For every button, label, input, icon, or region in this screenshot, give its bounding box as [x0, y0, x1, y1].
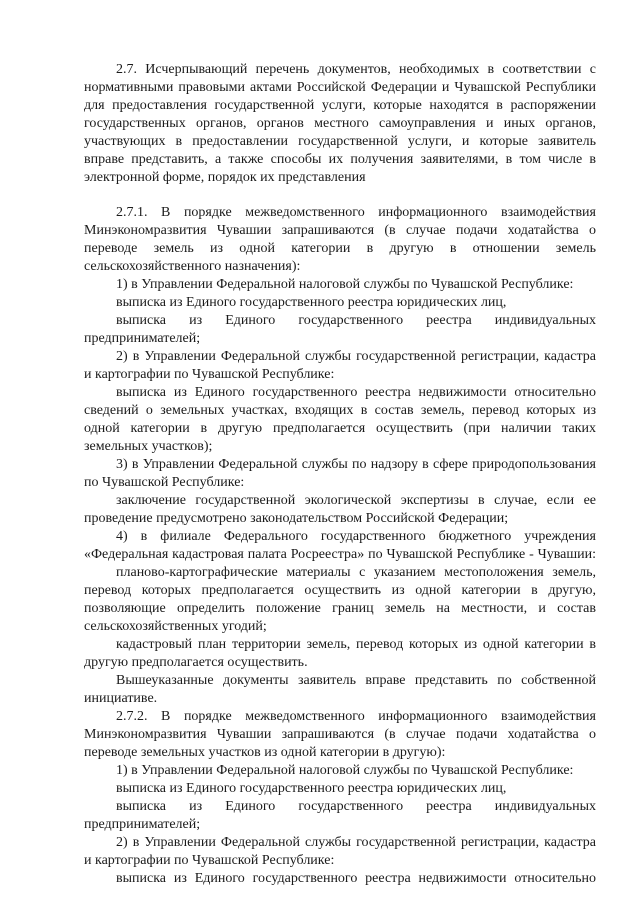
text-line: кадастровый план территории земель, перевод которых из одной категории в [116, 637, 596, 652]
text-line: проведение предусмотрено законодательством Российской Федерации; [84, 511, 509, 526]
text-line: заключение государственной экологической экспертизы в случае, если ее [116, 493, 596, 508]
text-line: 2) в Управлении Федеральной службы государственной регистрации, кадастра [116, 349, 596, 364]
text-line: сведений о земельных участках, входящих в состав земель, перевод которых из [84, 403, 596, 418]
text-line: вправе представить, а также способы их получения заявителями, в том числе в [84, 152, 596, 167]
text-line: государственных органов, органов местного самоуправления и иных органов, [84, 116, 596, 131]
text-line: переводе земельных участков из одной категории в другую): [84, 745, 446, 760]
text-line: позволяющие определить положение границ земель на местности, и состав [84, 601, 596, 616]
text-line: по Чувашской Республике: [84, 475, 245, 490]
text-line: 4) в филиале Федерального государственного бюджетного учреждения [116, 529, 596, 544]
text-line: и картографии по Чувашской Республике: [84, 367, 335, 382]
text-line: выписка из Единого государственного реестра индивидуальных [116, 313, 596, 328]
text-line: 2.7. Исчерпывающий перечень документов, необходимых в соответствии с [116, 62, 596, 77]
text-line: выписка из Единого государственного реестра индивидуальных [116, 799, 596, 814]
text-line: Минэкономразвития Чувашии запрашиваются (в случае подачи ходатайства о [84, 727, 596, 742]
text-line: 2.7.2. В порядке межведомственного информационного взаимодействия [116, 709, 596, 724]
text-line: для предоставления государственной услуги, которые находятся в распоряжении [84, 98, 596, 113]
text-line: Вышеуказанные документы заявитель вправе представить по собственной [116, 673, 596, 688]
text-line: нормативными правовыми актами Российской Федерации и Чувашской Республики [84, 80, 596, 95]
text-line: одной категории в другую предполагается осуществить (при наличии таких [84, 421, 596, 436]
text-line: 2.7.1. В порядке межведомственного информационного взаимодействия [116, 205, 596, 220]
text-line: «Федеральная кадастровая палата Росреестра» по Чувашской Республике - Чувашии: [84, 547, 596, 562]
text-line: планово-картографические материалы с указанием местоположения земель, [116, 565, 596, 580]
text-line: 1) в Управлении Федеральной налоговой службы по Чувашской Республике: [116, 277, 574, 292]
text-line: выписка из Единого государственного реестра недвижимости относительно [116, 871, 596, 886]
text-line: перевод которых предполагается осуществить из одной категории в другую, [84, 583, 596, 598]
text-line: предпринимателей; [84, 817, 201, 832]
text-line: и картографии по Чувашской Республике: [84, 853, 335, 868]
text-line: 3) в Управлении Федеральной службы по надзору в сфере природопользования [116, 457, 596, 472]
text-line: Минэкономразвития Чувашии запрашиваются (в случае подачи ходатайства о [84, 223, 596, 238]
text-line: сельскохозяйственного назначения): [84, 259, 301, 274]
text-line: сельскохозяйственных угодий; [84, 619, 267, 634]
text-line: выписка из Единого государственного реестра юридических лиц, [116, 781, 507, 796]
text-line: выписка из Единого государственного реестра недвижимости относительно [116, 385, 596, 400]
text-line: переводе земель из одной категории в другую в отношении земель [84, 241, 596, 256]
text-line: 1) в Управлении Федеральной налоговой службы по Чувашской Республике: [116, 763, 574, 778]
text-line: инициативе. [84, 691, 158, 706]
text-line: предпринимателей; [84, 331, 201, 346]
text-line: другую предполагается осуществить. [84, 655, 308, 670]
text-line: 2) в Управлении Федеральной службы государственной регистрации, кадастра [116, 835, 596, 850]
text-line: электронной форме, порядок их представления [84, 170, 366, 185]
text-line: земельных участков); [84, 439, 213, 454]
text-line: участвующих в предоставлении государственной услуги, и которые заявитель [84, 134, 596, 149]
text-line: выписка из Единого государственного реестра юридических лиц, [116, 295, 507, 310]
